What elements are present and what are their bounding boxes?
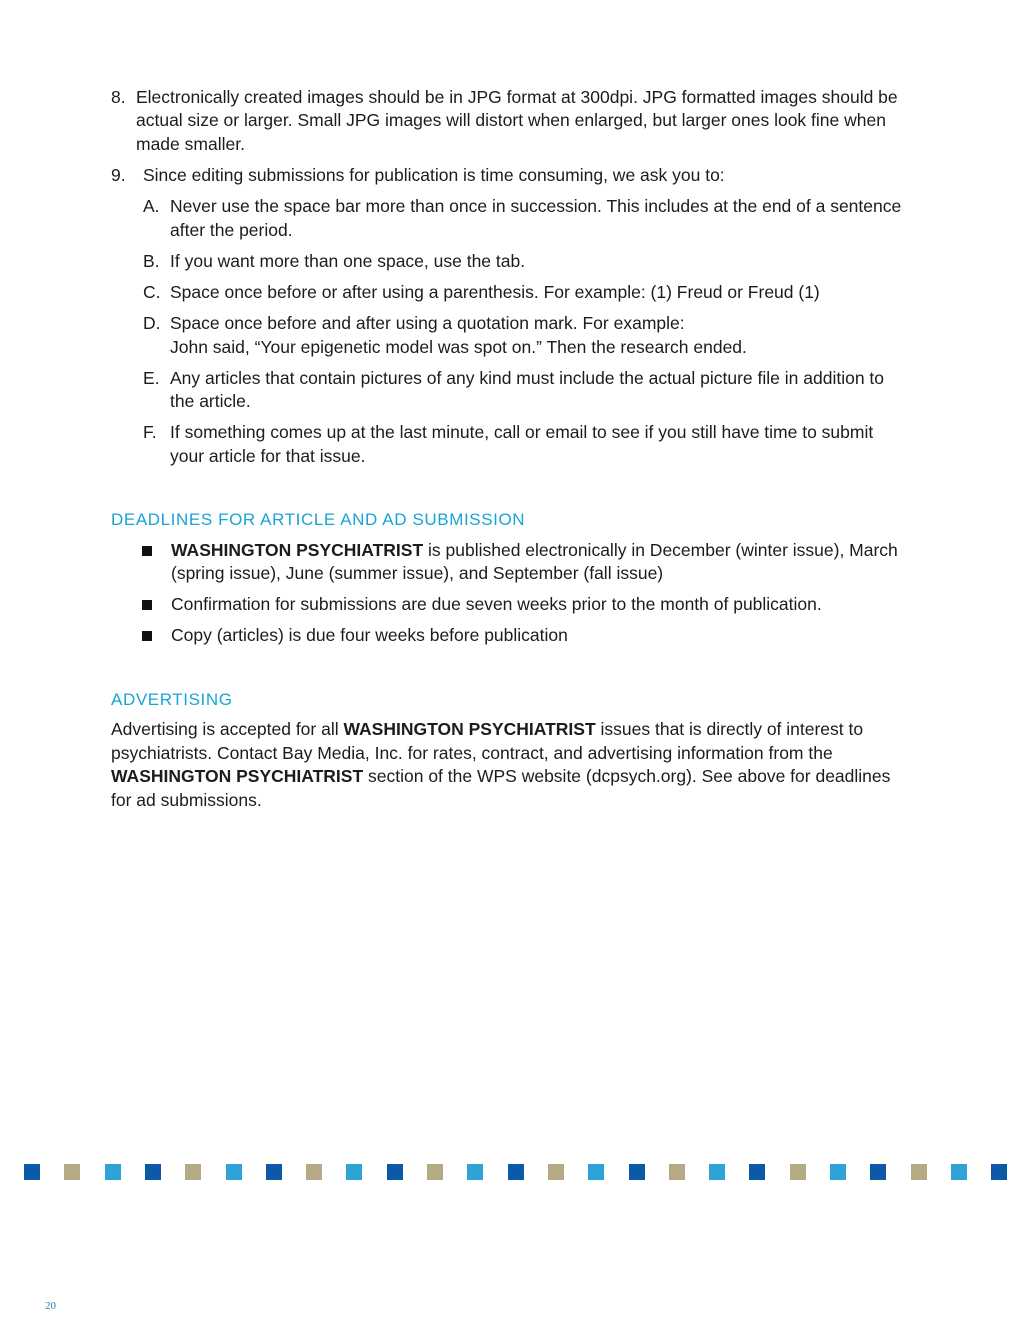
page-number: 20 xyxy=(45,1300,56,1312)
decorative-square xyxy=(145,1164,161,1180)
bullet-text: Confirmation for submissions are due seven weeks prior to the month of publication. xyxy=(171,594,822,615)
sub-item-a xyxy=(143,195,911,242)
list-item-8 xyxy=(111,86,911,156)
decorative-square xyxy=(709,1164,725,1180)
sub-letter: D. xyxy=(143,313,161,334)
sub-letter: B. xyxy=(143,250,160,271)
sub-text: Any articles that contain pictures of any kind must include the actual picture file in addition to the article. xyxy=(170,367,885,412)
bullet-text: Copy (articles) is due four weeks before publication xyxy=(171,625,568,646)
decorative-square xyxy=(226,1164,242,1180)
square-bullet-icon xyxy=(141,539,171,586)
sub-text: Never use the space bar more than once in succession. This includes at the end of a sentence after the period. xyxy=(170,196,902,240)
list-number: 9. xyxy=(111,165,126,186)
paragraph-text: section of the WPS website (dcpsych.org). See above for deadlines for ad submissions. xyxy=(111,766,891,810)
decorative-square xyxy=(991,1164,1007,1180)
advertising-paragraph xyxy=(111,718,911,812)
decorative-square xyxy=(508,1164,524,1180)
decorative-square-strip xyxy=(0,1164,1024,1180)
sub-text-line: Space once before and after using a quotation mark. For example: xyxy=(170,313,685,334)
sub-text xyxy=(170,312,911,359)
decorative-square xyxy=(870,1164,886,1180)
sub-text-line: John said, “Your epigenetic model was spot on.” Then the research ended. xyxy=(170,336,747,357)
decorative-square xyxy=(64,1164,80,1180)
bullet-item xyxy=(141,624,911,647)
decorative-square xyxy=(830,1164,846,1180)
page-content xyxy=(111,86,911,812)
decorative-square xyxy=(951,1164,967,1180)
decorative-square xyxy=(669,1164,685,1180)
sub-text: If something comes up at the last minute, call or email to see if you still have time to submit your article for that issue. xyxy=(170,422,874,466)
decorative-square xyxy=(467,1164,483,1180)
decorative-square xyxy=(911,1164,927,1180)
list-text: Since editing submissions for publication is time consuming, we ask you to: xyxy=(143,165,725,186)
sub-list xyxy=(143,195,911,468)
sub-item-d xyxy=(143,312,911,359)
deadlines-heading: DEADLINES FOR ARTICLE AND AD SUBMISSION xyxy=(111,510,526,530)
deadlines-list xyxy=(141,539,911,648)
sub-letter: C. xyxy=(143,282,161,303)
sub-item-c xyxy=(143,281,911,304)
decorative-square xyxy=(548,1164,564,1180)
decorative-square xyxy=(749,1164,765,1180)
bullet-item xyxy=(141,593,911,616)
square-bullet-icon xyxy=(141,624,171,647)
paragraph-text: Advertising is accepted for all xyxy=(111,719,344,740)
sub-letter: F. xyxy=(143,422,157,443)
sub-letter: A. xyxy=(143,196,160,217)
sub-text: Space once before or after using a parenthesis. For example: (1) Freud or Freud (1) xyxy=(170,282,820,303)
decorative-square xyxy=(24,1164,40,1180)
sub-item-b xyxy=(143,250,911,273)
bullet-item xyxy=(141,539,911,586)
decorative-square xyxy=(629,1164,645,1180)
decorative-square xyxy=(387,1164,403,1180)
bullet-text xyxy=(171,539,911,586)
decorative-square xyxy=(427,1164,443,1180)
sub-letter: E. xyxy=(143,367,160,388)
publication-name: WASHINGTON PSYCHIATRIST xyxy=(343,719,596,740)
sub-item-f xyxy=(143,421,911,468)
list-item-9 xyxy=(111,164,911,187)
list-text: Electronically created images should be in JPG format at 300dpi. JPG formatted images should be actual size or larger. Small JPG images will distort when enlarged, but larger ones look fine when made smaller. xyxy=(136,87,898,154)
decorative-square xyxy=(105,1164,121,1180)
publication-name: WASHINGTON PSYCHIATRIST xyxy=(111,766,364,787)
list-number: 8. xyxy=(111,87,126,107)
publication-name: WASHINGTON PSYCHIATRIST xyxy=(171,539,424,560)
paragraph-text: issues that is directly of interest to psychiatrists. Contact Bay Media, Inc. for rates, contract, and advertising information from the xyxy=(111,719,864,763)
sub-text: If you want more than one space, use the tab. xyxy=(170,250,526,271)
decorative-square xyxy=(790,1164,806,1180)
decorative-square xyxy=(346,1164,362,1180)
square-bullet-icon xyxy=(141,593,171,616)
bullet-text-rest: is published electronically in December (winter issue), March (spring issue), June (summer issue), and September (fall issue) xyxy=(171,539,898,584)
decorative-square xyxy=(306,1164,322,1180)
advertising-heading: ADVERTISING xyxy=(111,689,233,709)
sub-item-e xyxy=(143,367,911,414)
decorative-square xyxy=(588,1164,604,1180)
decorative-square xyxy=(266,1164,282,1180)
decorative-square xyxy=(185,1164,201,1180)
